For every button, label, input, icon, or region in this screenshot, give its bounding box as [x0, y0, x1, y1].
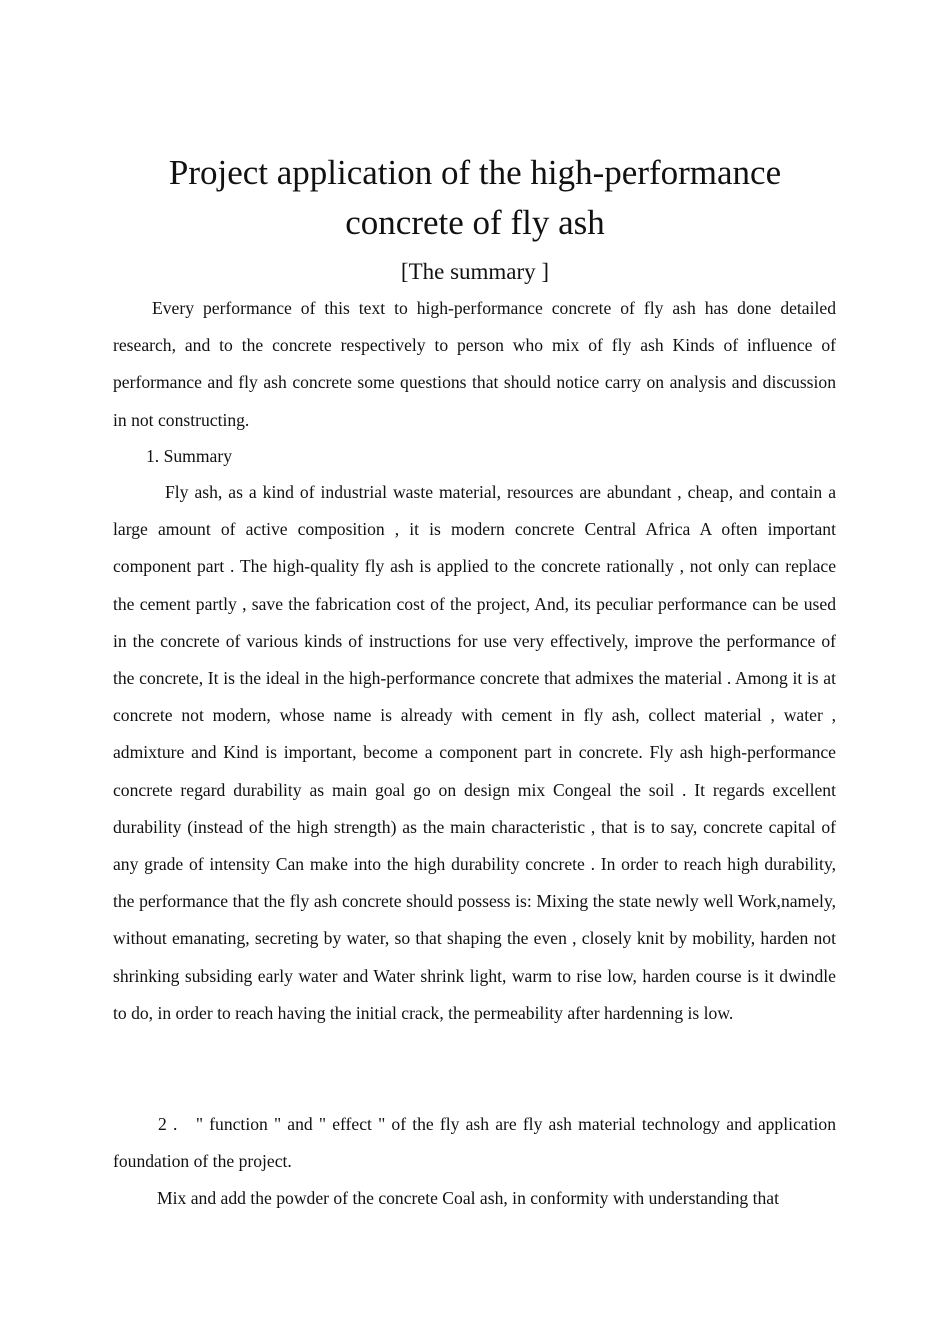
summary-body-paragraph: Fly ash, as a kind of industrial waste material, resources are abundant , cheap, and contain a large amount of active composition , it is modern concrete Central Africa A often important component part . The high-quality fly ash is applied to the concrete rationally , not only can replace the cement partly , save the fabrication cost of the project, And, its peculiar performance can be used in the concrete of various kinds of instructions for use very effectively, improve the performance of the concrete, It is the ideal in the high-performance concrete that admixes the material . Among it is at concrete not modern, whose name is already with cement in fly ash, collect material , water , admixture and Kind is important, become a component part in concrete. Fly ash high-performance concrete regard durability as main goal go on design mix Congeal the soil . It regards excellent durability (instead of the high strength) as the main characteristic , that is to say, concrete capital of any grade of intensity Can make into the high durability concrete . In order to reach high durability, the performance that the fly ash concrete should possess is: Mixing the state newly well Work,namely, without emanating, secreting by water, so that shaping the even , closely knit by mobility, harden not shrinking subsiding early water and Water shrink light, warm to rise low, harden course is it dwindle to do, in order to reach having the initial crack, the permeability after hardenning is low.	[113, 482, 836, 1023]
summary-label: [The summary ]	[400, 259, 550, 284]
section-heading-function-effect: 2 . " function " and " effect " of the fly ash are fly ash material technology and application foundation of the project.	[113, 1114, 836, 1172]
document-title: Project application of the high-performance concrete of fly ash	[168, 153, 782, 242]
section-heading-summary: 1. Summary	[146, 446, 233, 466]
function-body-paragraph: Mix and add the powder of the concrete Coal ash, in conformity with understanding that	[157, 1188, 779, 1208]
intro-paragraph: Every performance of this text to high-performance concrete of fly ash has done detailed research, and to the concrete respectively to person who mix of fly ash Kinds of influence of performance and fly ash concrete some questions that should notice carry on analysis and discussion in not constructing.	[113, 298, 836, 430]
